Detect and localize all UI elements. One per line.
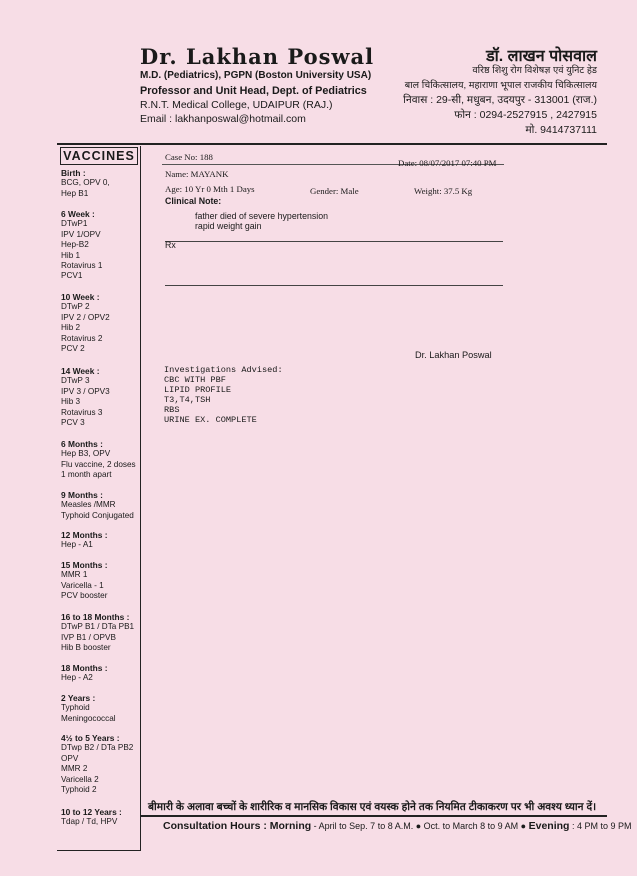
patient-name: Name: MAYANK xyxy=(165,169,229,179)
vaccine-item: BCG, OPV 0, xyxy=(61,178,110,188)
vaccine-item: IPV 1/OPV xyxy=(61,229,101,239)
vaccine-item: Rotavirus 2 xyxy=(61,333,103,343)
vaccine-group-heading: 12 Months : xyxy=(61,530,108,540)
vaccine-group-heading: 4½ to 5 Years : xyxy=(61,733,120,743)
vaccine-group-14-week xyxy=(61,366,143,428)
vaccine-group-heading: 2 Years : xyxy=(61,693,96,703)
vaccine-item: Typhoid 2 xyxy=(61,785,97,795)
vaccine-item: Typhoid xyxy=(61,703,90,713)
header-divider xyxy=(57,143,607,145)
vaccine-group-heading: 9 Months : xyxy=(61,490,103,500)
vaccine-item: PCV1 xyxy=(61,271,83,281)
vaccine-item: Hep B3, OPV xyxy=(61,449,111,459)
clinical-note-line: rapid weight gain xyxy=(195,221,262,231)
case-number: Case No: 188 xyxy=(165,152,213,162)
vaccine-group-heading: 10 Week : xyxy=(61,292,100,302)
hindi-address: निवास : 29-सी, मधुबन, उदयपुर - 313001 (राज.) xyxy=(403,94,597,106)
vaccine-item: OPV xyxy=(61,753,79,763)
vaccine-group-4-5-to-5-years xyxy=(61,733,143,795)
doctor-signature: Dr. Lakhan Poswal xyxy=(415,350,492,360)
investigation-item: T3,T4,TSH xyxy=(164,395,211,405)
vaccine-item: MMR 1 xyxy=(61,570,88,580)
vaccine-group-heading: 14 Week : xyxy=(61,366,100,376)
rx-label: Rx xyxy=(165,240,176,250)
vaccine-item: DTwP B1 / DTa PB1 xyxy=(61,622,135,632)
vaccine-item: IPV 3 / OPV3 xyxy=(61,386,110,396)
vaccine-item: Hep-B2 xyxy=(61,240,89,250)
hindi-footer-note: बीमारी के अलावा बच्चों के शारीरिक व मानसिक विकास एवं वयस्क होने तक नियमित टीकाकरण पर भी अवश्य ध्यान दें। xyxy=(148,801,597,813)
investigation-item: LIPID PROFILE xyxy=(164,385,232,395)
evening-detail: : 4 PM to 9 PM xyxy=(569,821,632,831)
vaccine-item: Hib B booster xyxy=(61,643,111,653)
vaccine-group-10-to-12-years xyxy=(61,807,143,828)
college: R.N.T. Medical College, UDAIPUR (RAJ.) xyxy=(140,99,333,111)
vaccine-group-12-months xyxy=(61,530,143,551)
vaccine-item: IPV 2 / OPV2 xyxy=(61,312,110,322)
consultation-label: Consultation Hours : Morning xyxy=(163,820,312,832)
vaccine-item: PCV 3 xyxy=(61,418,85,428)
vaccine-item: Varicella 2 xyxy=(61,774,99,784)
footer-divider xyxy=(140,815,607,817)
vaccine-item: DTwP1 xyxy=(61,219,88,229)
vaccine-item: PCV 2 xyxy=(61,344,85,354)
rx-bottom-divider xyxy=(165,285,503,286)
vaccine-group-10-week xyxy=(61,292,143,354)
vaccine-group-9-months xyxy=(61,490,143,521)
hindi-phone: फोन : 0294-2527915 , 2427915 xyxy=(454,109,597,121)
evening-label: Evening xyxy=(528,820,570,832)
email: Email : lakhanposwal@hotmail.com xyxy=(140,113,306,125)
vaccine-item: PCV booster xyxy=(61,591,108,601)
case-date: Date: 08/07/2017 07:40 PM xyxy=(398,158,497,168)
patient-weight: Weight: 37.5 Kg xyxy=(414,186,473,196)
hindi-line-1: वरिष्ठ शिशु रोग विशेषज्ञ एवं युनिट हेड xyxy=(472,65,597,76)
investigations-label: Investigations Advised: xyxy=(164,365,283,375)
vaccines-title: VACCINES xyxy=(60,147,138,165)
vaccine-item: DTwP 2 xyxy=(61,302,90,312)
qualifications: M.D. (Pediatrics), PGPN (Boston University USA) xyxy=(140,70,372,81)
vaccine-group-16-to-18-months xyxy=(61,612,143,654)
investigation-item: CBC WITH PBF xyxy=(164,375,226,385)
doctor-name: Dr. Lakhan Poswal xyxy=(140,44,375,69)
vaccine-item: Rotavirus 3 xyxy=(61,407,103,417)
vaccine-group-heading: 15 Months : xyxy=(61,560,108,570)
vaccine-item: DTwp B2 / DTa PB2 xyxy=(61,743,134,753)
vaccine-group-heading: 6 Months : xyxy=(61,439,103,449)
vaccine-item: Typhoid Conjugated xyxy=(61,510,134,520)
vaccine-group-heading: 6 Week : xyxy=(61,209,95,219)
investigation-item: RBS xyxy=(164,405,180,415)
vaccine-group-birth xyxy=(61,168,143,199)
clinical-note-label: Clinical Note: xyxy=(165,196,222,206)
vaccine-group-heading: 18 Months : xyxy=(61,663,108,673)
vaccine-item: Hep - A2 xyxy=(61,673,93,683)
vaccine-item: DTwP 3 xyxy=(61,376,90,386)
hindi-mobile: मो. 9414737111 xyxy=(525,124,597,136)
hindi-doctor-name: डॉ. लाखन पोसवाल xyxy=(486,48,597,65)
vaccine-item: Tdap / Td, HPV xyxy=(61,817,118,827)
vaccine-item: Hep - A1 xyxy=(61,540,93,550)
vaccine-group-6-week xyxy=(61,209,143,282)
vaccine-item: 1 month apart xyxy=(61,470,112,480)
consultation-hours xyxy=(163,820,632,832)
vaccine-group-2-years xyxy=(61,693,143,724)
vaccine-group-6-months xyxy=(61,439,143,481)
vaccine-item: IVP B1 / OPVB xyxy=(61,632,116,642)
vaccine-group-heading: 16 to 18 Months : xyxy=(61,612,130,622)
investigation-item: URINE EX. COMPLETE xyxy=(164,415,257,425)
vaccine-item: Hep B1 xyxy=(61,188,89,198)
vaccine-item: Hib 3 xyxy=(61,397,81,407)
clinical-note-line: father died of severe hypertension xyxy=(195,211,329,221)
rx-divider xyxy=(165,241,503,242)
hindi-line-2: बाल चिकित्सालय, महाराणा भूपाल राजकीय चिकित्सालय xyxy=(404,80,597,91)
vaccine-item: Flu vaccine, 2 doses xyxy=(61,459,136,469)
vaccine-item: Meningococcal xyxy=(61,713,116,723)
vaccine-item: Varicella - 1 xyxy=(61,580,104,590)
designation: Professor and Unit Head, Dept. of Pediatrics xyxy=(140,85,367,97)
patient-age: Age: 10 Yr 0 Mth 1 Days xyxy=(165,184,255,194)
vaccine-item: Hib 2 xyxy=(61,323,81,333)
vaccine-item: Measles /MMR xyxy=(61,500,116,510)
vaccine-group-18-months xyxy=(61,663,143,684)
patient-gender: Gender: Male xyxy=(310,186,359,196)
vaccine-group-15-months xyxy=(61,560,143,602)
vaccine-item: Rotavirus 1 xyxy=(61,261,103,271)
vaccine-item: MMR 2 xyxy=(61,764,88,774)
vaccine-group-heading: 10 to 12 Years : xyxy=(61,807,122,817)
vaccine-group-heading: Birth : xyxy=(61,168,86,178)
vaccine-item: Hib 1 xyxy=(61,250,81,260)
morning-detail: - April to Sep. 7 to 8 A.M. ● Oct. to March 8 to 9 AM ● xyxy=(311,821,529,831)
